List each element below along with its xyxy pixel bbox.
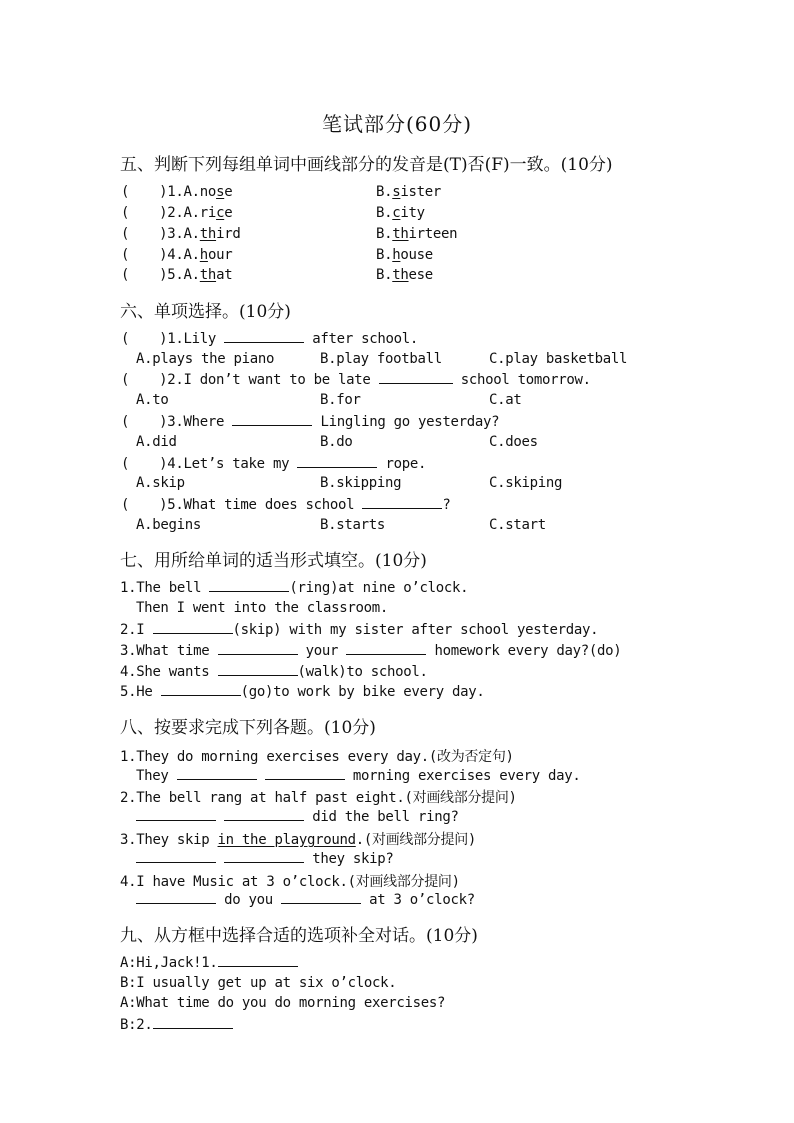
s6-q4-option-b: B.skipping [320,475,402,491]
s5-item-4: ( )4.A.hour [121,247,233,263]
s5-item-3: ( )3.A.third [121,226,241,242]
answer-blank [218,642,298,655]
answer-blank [224,808,304,821]
s9-dialog-4: B:2. [120,1016,233,1033]
s9-dialog-1: A:Hi,Jack!1. [120,954,298,971]
section-7-heading: 七、用所给单词的适当形式填空。(10分) [120,551,427,571]
s6-q3-option-a: A.did [136,434,177,450]
answer-blank [232,413,312,426]
s6-question-1: ( )1.Lily after school. [121,331,418,347]
s8-answer-2: did the bell ring? [136,808,459,825]
s5-item-4-b: B.house [376,247,433,263]
s8-question-2: 2.The bell rang at half past eight.(对画线部分提问) [120,790,517,806]
s6-q2-option-b: B.for [320,392,361,408]
s5-item-5: ( )5.A.that [121,267,233,283]
s8-question-4: 4.I have Music at 3 o’clock.(对画线部分提问) [120,874,460,890]
answer-blank [218,663,298,676]
s7-line-4: 4.She wants (walk)to school. [120,664,428,680]
answer-blank [136,850,216,863]
answer-blank [379,371,453,384]
answer-blank [177,767,257,780]
answer-blank [224,330,304,343]
s6-q4-option-c: C.skiping [489,475,563,491]
s5-item-5-b: B.these [376,267,433,283]
s6-question-4: ( )4.Let’s take my rope. [121,456,427,472]
section-8-heading: 八、按要求完成下列各题。(10分) [120,718,376,738]
answer-blank [209,579,289,592]
s8-question-3: 3.They skip in the playground.(对画线部分提问) [120,832,477,848]
s9-dialog-2: B:I usually get up at six o’clock. [120,975,397,991]
answer-blank [153,621,233,634]
s8-answer-3: they skip? [136,850,394,867]
s6-q5-option-b: B.starts [320,517,386,533]
answer-blank [346,642,426,655]
s5-item-1-b: B.sister [376,184,442,200]
answer-blank [136,891,216,904]
s5-item-2-b: B.city [376,205,425,221]
s6-q3-option-b: B.do [320,434,353,450]
s7-line-3: 3.What time your homework every day?(do) [120,643,622,659]
answer-blank [136,808,216,821]
answer-blank [224,850,304,863]
s6-q1-option-a: A.plays the piano [136,351,275,367]
s7-line-2: 2.I (skip) with my sister after school yesterday. [120,622,599,638]
s8-answer-1: They morning exercises every day. [136,768,581,784]
answer-blank [153,1016,233,1029]
s6-q5-option-a: A.begins [136,517,202,533]
s7-line-1b: Then I went into the classroom. [136,600,388,616]
s5-item-3-b: B.thirteen [376,226,458,242]
answer-blank [297,455,377,468]
section-9-heading: 九、从方框中选择合适的选项补全对话。(10分) [120,926,478,946]
s6-q1-option-c: C.play basketball [489,351,628,367]
s6-question-2: ( )2.I don’t want to be late school tomorrow. [121,372,591,388]
s6-q4-option-a: A.skip [136,475,185,491]
section-6-heading: 六、单项选择。(10分) [120,302,291,322]
answer-blank [161,683,241,696]
s6-q2-option-a: A.to [136,392,169,408]
answer-blank [281,891,361,904]
s5-item-2: ( )2.A.rice [121,205,233,221]
s8-question-1: 1.They do morning exercises every day.(改为否定句) [120,749,514,765]
section-5-heading: 五、判断下列每组单词中画线部分的发音是(T)否(F)一致。(10分) [120,155,613,175]
answer-blank [218,954,298,967]
s5-item-1: ( )1.A.nose [121,184,233,200]
answer-blank [265,767,345,780]
s6-q3-option-c: C.does [489,434,538,450]
s6-question-5: ( )5.What time does school ? [121,497,451,513]
s8-answer-4: do you at 3 o’clock? [136,891,475,908]
s6-q1-option-b: B.play football [320,351,442,367]
s6-q2-option-c: C.at [489,392,522,408]
s6-question-3: ( )3.Where Lingling go yesterday? [121,414,500,430]
s6-q5-option-c: C.start [489,517,546,533]
s7-line-1: 1.The bell (ring)at nine o’clock. [120,580,469,596]
s7-line-5: 5.He (go)to work by bike every day. [120,684,485,700]
page-title: 笔试部分(60分) [321,112,473,136]
s9-dialog-3: A:What time do you do morning exercises? [120,995,446,1011]
answer-blank [362,496,442,509]
